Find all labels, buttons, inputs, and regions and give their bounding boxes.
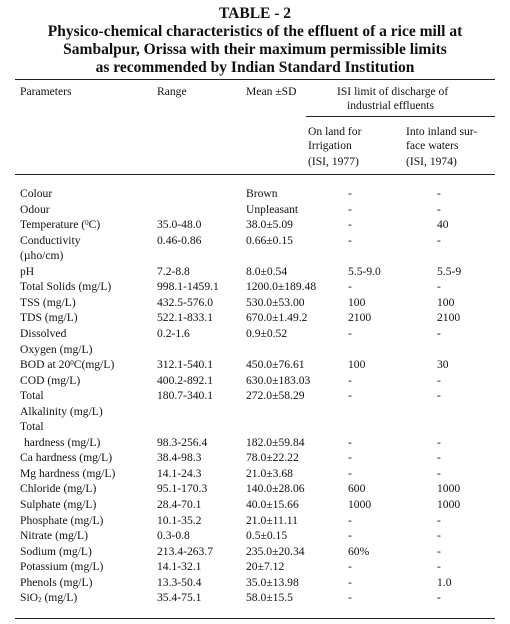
header-range: Range [157, 85, 187, 98]
header-land-line-1: On land for [308, 125, 362, 138]
parameter-cell: hardness (mg/L) [24, 436, 101, 449]
land-limit-cell: - [348, 374, 352, 387]
header-inland-line-2: face waters [406, 139, 459, 152]
mean-cell: 1200.0±189.48 [246, 280, 317, 293]
table-label: TABLE - 2 [218, 5, 292, 22]
parameter-text: BOD at 20 [20, 358, 71, 371]
mean-cell: Unpleasant [246, 203, 299, 216]
inland-limit-cell: 5.5-9 [437, 265, 462, 278]
parameter-cell: Odour [20, 203, 50, 216]
mean-cell: 140.0±28.06 [246, 482, 305, 495]
range-cell: 14.1-32.1 [157, 560, 202, 573]
header-isi-line-2: industrial effluents [347, 99, 435, 112]
inland-limit-cell: - [437, 467, 441, 480]
inland-limit-cell: - [437, 374, 441, 387]
range-cell: 35.0-48.0 [157, 218, 202, 231]
land-limit-cell: - [348, 218, 352, 231]
land-limit-cell: - [348, 467, 352, 480]
inland-limit-cell: 40 [437, 218, 449, 231]
parameter-cell: Colour [20, 187, 53, 200]
inland-limit-cell: - [437, 451, 441, 464]
range-cell: 0.3-0.8 [157, 529, 190, 542]
range-cell: 7.2-8.8 [157, 265, 190, 278]
land-limit-cell: 2100 [348, 311, 372, 324]
mean-cell: 21.0±11.11 [246, 514, 298, 527]
range-cell: 98.3-256.4 [157, 436, 208, 449]
parameter-cell: Nitrate (mg/L) [20, 529, 88, 542]
inland-limit-cell: - [437, 187, 441, 200]
header-isi-line-1: ISI limit of discharge of [337, 85, 449, 98]
parameter-cell: pH [20, 265, 35, 278]
mean-cell: 530.0±53.00 [246, 296, 305, 309]
parameter-cell: Potassium (mg/L) [20, 560, 104, 573]
parameter-cell: Chloride (mg/L) [20, 482, 97, 495]
parameter-cell: Phosphate (mg/L) [20, 514, 104, 527]
land-limit-cell: - [348, 529, 352, 542]
mean-cell: 20±7.12 [246, 560, 285, 573]
mean-cell: 35.0±13.98 [246, 576, 299, 589]
land-limit-cell: - [348, 389, 352, 402]
parameter-text: C(mg/L) [73, 358, 115, 371]
land-limit-cell: - [348, 280, 352, 293]
range-cell: 95.1-170.3 [157, 482, 208, 495]
header-parameters: Parameters [20, 85, 72, 98]
inland-limit-cell: - [437, 514, 441, 527]
range-cell: 312.1-540.1 [157, 358, 214, 371]
parameter-superscript: 0 [70, 359, 74, 367]
mean-cell: 630.0±183.03 [246, 374, 311, 387]
parameter-cell: Total [20, 389, 44, 402]
isi-subheader-rule [306, 116, 495, 117]
inland-limit-cell: - [437, 234, 441, 247]
header-mean: Mean ±SD [246, 85, 297, 98]
header-inland-line-3: (ISI, 1974) [406, 155, 457, 168]
mean-cell: Brown [246, 187, 278, 200]
mean-cell: 0.9±0.52 [246, 327, 288, 340]
header-land-line-2: Irrigation [308, 139, 352, 152]
inland-limit-cell: 100 [437, 296, 455, 309]
title-line-1: Physico-chemical characteristics of the effluent of a rice mill at [47, 23, 463, 40]
inland-limit-cell: - [437, 280, 441, 293]
title-line-3: as recommended by Indian Standard Institution [95, 59, 415, 76]
parameter-cell: Total Solids (mg/L) [20, 280, 112, 293]
mean-cell: 21.0±3.68 [246, 467, 293, 480]
land-limit-cell: - [348, 514, 352, 527]
parameter-cell: TSS (mg/L) [20, 296, 76, 309]
inland-limit-cell: - [437, 591, 441, 604]
inland-limit-cell: - [437, 203, 441, 216]
mean-cell: 450.0±76.61 [246, 358, 305, 371]
inland-limit-cell: 2100 [437, 311, 461, 324]
parameter-cell: Alkalinity (mg/L) [20, 405, 103, 418]
mean-cell: 0.5±0.15 [246, 529, 288, 542]
inland-limit-cell: 1000 [437, 482, 461, 495]
header-bottom-rule [15, 174, 495, 175]
land-limit-cell: - [348, 591, 352, 604]
range-cell: 0.46-0.86 [157, 234, 202, 247]
table-title [0, 0, 510, 77]
parameter-cell: COD (mg/L) [20, 374, 81, 387]
bottom-rule [15, 618, 495, 619]
range-cell: 213.4-263.7 [157, 545, 214, 558]
parameter-text: (mg/L) [41, 591, 78, 604]
land-limit-cell: - [348, 234, 352, 247]
mean-cell: 670.0±1.49.2 [246, 311, 308, 324]
range-cell: 38.4-98.3 [157, 451, 202, 464]
land-limit-cell: - [348, 560, 352, 573]
mean-cell: 40.0±15.66 [246, 498, 299, 511]
land-limit-cell: 600 [348, 482, 366, 495]
mean-cell: 38.0±5.09 [246, 218, 293, 231]
parameter-cell: Phenols (mg/L) [20, 576, 93, 589]
mean-cell: 8.0±0.54 [246, 265, 288, 278]
parameter-cell [20, 591, 77, 605]
title-line-2: Sambalpur, Orissa with their maximum permissible limits [63, 41, 447, 58]
parameter-cell: Dissolved [20, 327, 67, 340]
parameter-subscript: 2 [38, 596, 42, 604]
parameter-cell: Mg hardness (mg/L) [20, 467, 116, 480]
parameter-cell: Ca hardness (mg/L) [20, 451, 113, 464]
header-land-line-3: (ISI, 1977) [308, 155, 359, 168]
range-cell: 522.1-833.1 [157, 311, 214, 324]
inland-limit-cell: - [437, 545, 441, 558]
inland-limit-cell: 1000 [437, 498, 461, 511]
parameter-cell: TDS (mg/L) [20, 311, 78, 324]
land-limit-cell: - [348, 436, 352, 449]
land-limit-cell: 5.5-9.0 [348, 265, 381, 278]
mean-cell: 182.0±59.84 [246, 436, 305, 449]
land-limit-cell: 100 [348, 358, 366, 371]
land-limit-cell: 1000 [348, 498, 372, 511]
land-limit-cell: 60% [348, 545, 370, 558]
mean-cell: 0.66±0.15 [246, 234, 293, 247]
inland-limit-cell: - [437, 436, 441, 449]
land-limit-cell: - [348, 451, 352, 464]
range-cell: 14.1-24.3 [157, 467, 202, 480]
inland-limit-cell: - [437, 560, 441, 573]
land-limit-cell: - [348, 187, 352, 200]
range-cell: 0.2-1.6 [157, 327, 190, 340]
parameter-cell [20, 218, 100, 232]
land-limit-cell: - [348, 576, 352, 589]
parameter-text: C) [88, 218, 101, 231]
range-cell: 35.4-75.1 [157, 591, 202, 604]
parameter-cell: Conductivity [20, 234, 81, 247]
inland-limit-cell: - [437, 529, 441, 542]
mean-cell: 78.0±22.22 [246, 451, 299, 464]
mean-cell: 235.0±20.34 [246, 545, 305, 558]
parameter-superscript: 0 [85, 219, 89, 227]
land-limit-cell: - [348, 327, 352, 340]
parameter-cell: Sulphate (mg/L) [20, 498, 97, 511]
inland-limit-cell: 1.0 [437, 576, 452, 589]
inland-limit-cell: 30 [437, 358, 449, 371]
parameter-cell: Oxygen (mg/L) [20, 343, 93, 356]
land-limit-cell: - [348, 203, 352, 216]
range-cell: 432.5-576.0 [157, 296, 214, 309]
header-inland-line-1: Into inland sur- [406, 125, 478, 138]
mean-cell: 58.0±15.5 [246, 591, 293, 604]
range-cell: 28.4-70.1 [157, 498, 202, 511]
range-cell: 13.3-50.4 [157, 576, 202, 589]
parameter-cell: Sodium (mg/L) [20, 545, 92, 558]
inland-limit-cell: - [437, 389, 441, 402]
parameter-text: Temperature ( [20, 218, 86, 231]
parameter-cell: Total [20, 420, 44, 433]
parameter-cell [20, 358, 114, 372]
range-cell: 10.1-35.2 [157, 514, 202, 527]
parameter-cell: (µho/cm) [20, 249, 64, 262]
range-cell: 180.7-340.1 [157, 389, 214, 402]
range-cell: 998.1-1459.1 [157, 280, 219, 293]
range-cell: 400.2-892.1 [157, 374, 214, 387]
inland-limit-cell: - [437, 327, 441, 340]
parameter-text: SiO [20, 591, 39, 604]
top-rule [15, 79, 495, 80]
land-limit-cell: 100 [348, 296, 366, 309]
mean-cell: 272.0±58.29 [246, 389, 305, 402]
